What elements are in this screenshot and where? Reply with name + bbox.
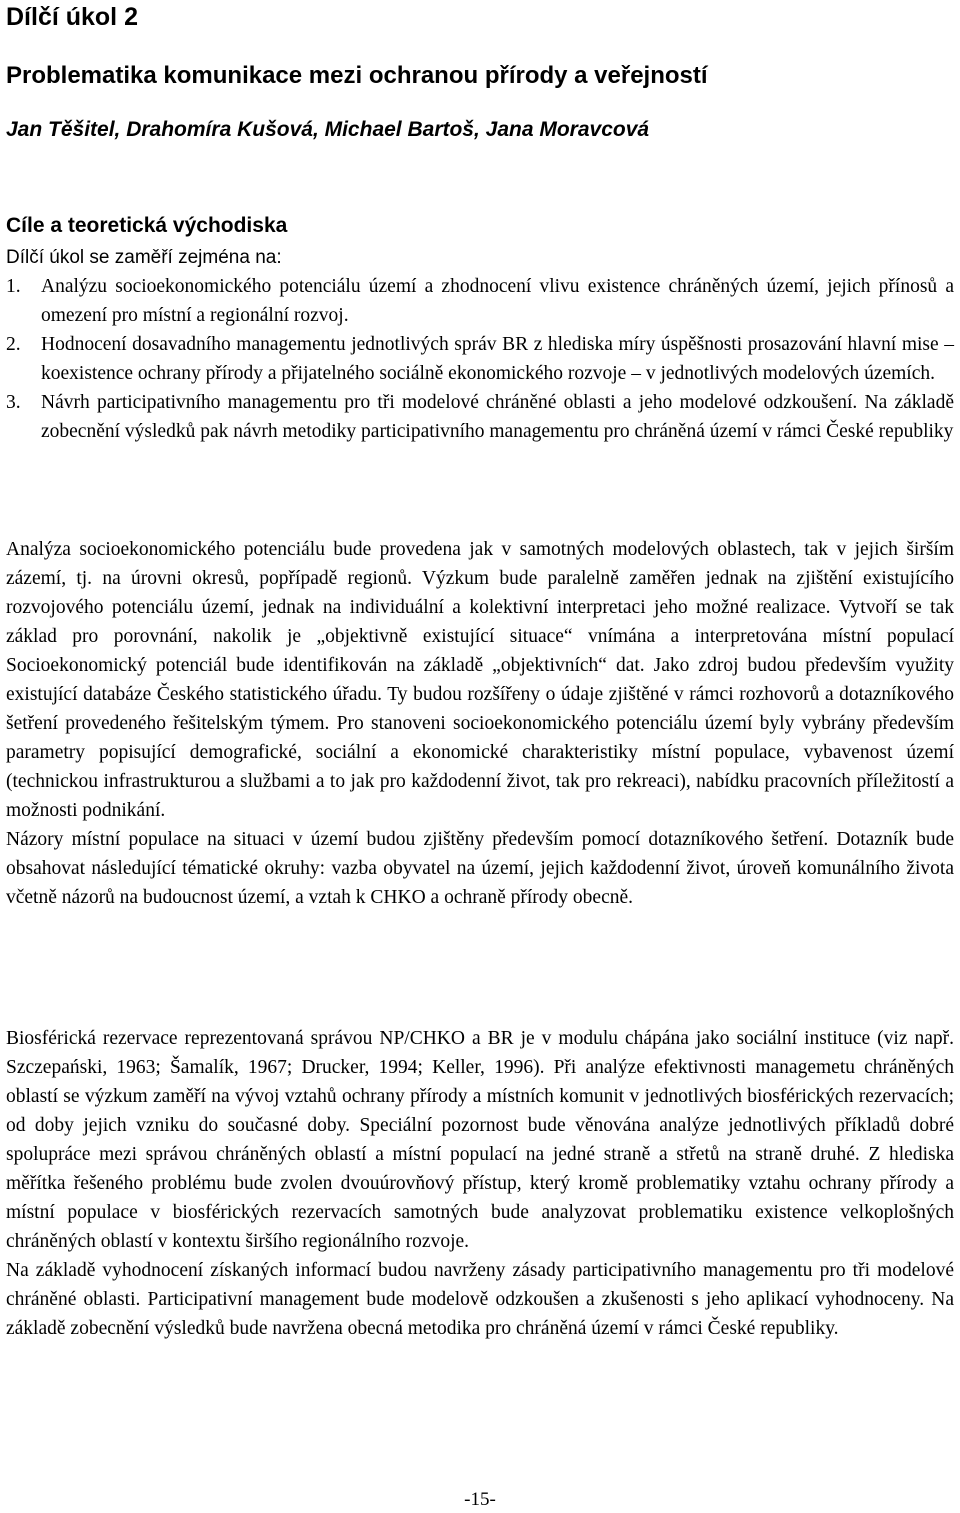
body-paragraph [6,1024,954,1343]
goal-text: Návrh participativního managementu pro tři modelové chráněné oblasti a jeho modelové odzkoušení. Na základě zobecnění výsledků pak návrh metodiky participativního managementu pro chráněná území v rámci České republiky [41,392,954,442]
task-heading: Dílčí úkol 2 [6,3,138,31]
page-number: -15- [464,1489,496,1510]
goal-text: Hodnocení dosavadního managementu jednotlivých správ BR z hlediska míry úspěšnosti prosazování hlavní mise – koexistence ochrany přírody a přijatelného sociálně ekonomického rozvoje – v jednotlivých modelových územích. [41,334,954,384]
goal-number: 2. [6,334,21,355]
goal-number: 1. [6,276,21,297]
section-heading: Cíle a teoretická východiska [6,214,288,237]
body-paragraph [6,535,954,912]
goal-text: Analýzu socioekonomického potenciálu území a zhodnocení vlivu existence chráněných území, jejich přínosů a omezení pro místní a regionální rozvoj. [41,276,954,326]
goal-item [6,330,954,388]
goals-list [6,272,954,446]
intro-text: Dílčí úkol se zaměří zejména na: [6,247,282,268]
body-paragraph-text: Biosférická rezervace reprezentovaná správou NP/CHKO a BR je v modulu chápána jako sociální instituce (viz např. Szczepański, 1963; Šamalík, 1967; Drucker, 1994; Keller, 1996). Při analýze efektivnosti managemetu chráněných oblastí se výzkum zaměří na vývoj vztahů ochrany přírody a místních komunit v jednotlivých biosférických rezervacích; od doby jejich vzniku do současné doby. Speciální pozornost bude věnována analýze jednotlivých příkladů dobré spolupráce mezi správou chráněných oblastí a místní populací na jedné straně a střetů na straně druhé. Z hlediska měřítka řešeného problému bude zvolen dvouúrovňový přístup, který kromě problematiky vztahu ochrany přírody a místní populace v biosférických rezervacích samotných bude analyzovat problematiku existence velkoplošných chráněných oblastí v kontextu širšího regionálního rozvoje. Na základě vyhodnocení získaných informací budou navrženy zásady participativního managementu pro tři modelové chráněné oblasti. Participativní management bude modelově odzkoušen a zkušenosti s jeho aplikací vyhodnoceny. Na základě zobecnění výsledků bude navržena obecná metodika pro chráněná území v rámci České republiky. [6,1028,954,1339]
goal-number: 3. [6,392,21,413]
goal-item [6,272,954,330]
document-title: Problematika komunikace mezi ochranou přírody a veřejností [6,62,708,89]
goal-item [6,388,954,446]
body-paragraph-text: Analýza socioekonomického potenciálu bude provedena jak v samotných modelových oblastech, tak v jejich širším zázemí, tj. na úrovni okresů, popřípadě regionů. Výzkum bude paralelně zaměřen jednak na zjištění existujícího rozvojového potenciálu území, jednak na individuální a kolektivní interpretaci jeho možné realizace. Vytvoří se tak základ pro porovnání, nakolik je „objektivně existující situace“ vnímána a interpretována místní populací Socioekonomický potenciál bude identifikován na základě „objektivních“ dat. Jako zdroj budou především využity existující databáze Českého statistického úřadu. Ty budou rozšířeny o údaje zjištěné v rámci rozhovorů a dotazníkového šetření provedeného řešitelským týmem. Pro stanoveni socioekonomického potenciálu území byly vybrány především parametry popisující demografické, sociální a ekonomické charakteristiky místní populace, vybavenost území (technickou infrastrukturou a službami a to jak pro každodenní život, tak pro rekreaci), nabídku pracovních příležitostí a možnosti podnikání. Názory místní populace na situaci v území budou zjištěny především pomocí dotazníkového šetření. Dotazník bude obsahovat následující tématické okruhy: vazba obyvatel na území, jejich každodenní život, úroveň komunálního života včetně názorů na budoucnost území, a vztah k CHKO a ochraně přírody obecně. [6,539,954,908]
author-list: Jan Těšitel, Drahomíra Kušová, Michael Bartoš, Jana Moravcová [6,118,650,141]
